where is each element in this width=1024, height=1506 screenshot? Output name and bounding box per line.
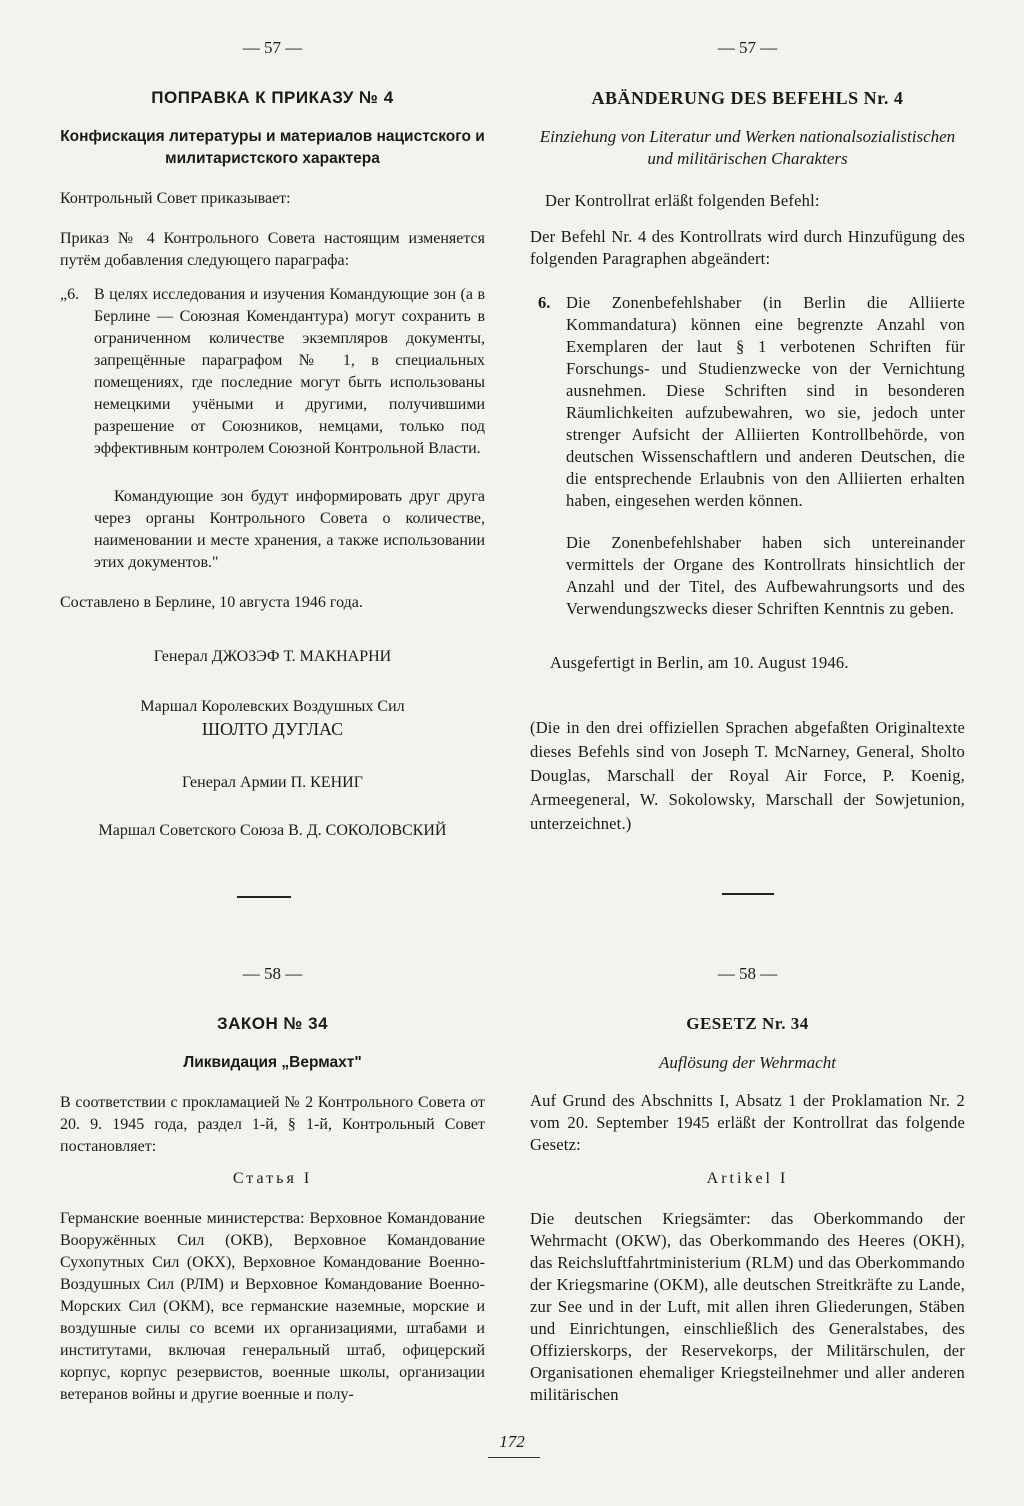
footer-underline: [488, 1457, 540, 1458]
intro-de: Der Kontrollrat erläßt folgenden Befehl:: [545, 191, 820, 210]
signed-de: Ausgefertigt in Berlin, am 10. August 1946.: [550, 653, 849, 672]
law-title-de: GESETZ Nr. 34: [686, 1014, 809, 1033]
page-number-mid-ru: — 58 —: [242, 964, 303, 983]
signature-2a-ru: Маршал Королевских Воздушных Сил: [140, 698, 405, 715]
divider-de: [722, 893, 774, 895]
signatories-note-de: (Die in den drei offiziellen Sprachen abgefaßten Originaltexte dieses Befehls sind von Joseph T. McNarney, General, Sholto Douglas, Marschall der Royal Air Force, P. Koenig, Armeegeneral, W. Sokolowsky, Marschall der Sowjetunion, unterzeichnet.): [530, 718, 965, 833]
page-number-mid-de: — 58 —: [717, 964, 778, 983]
divider-ru: [237, 896, 291, 898]
article-heading-de: Artikel I: [706, 1170, 789, 1187]
item-text2-de: Die Zonenbefehlshaber haben sich untereinander vermittels der Organe des Kontrollrats hinsichtlich der Anzahl und der Titel, des Aufbewahrungsorts und des Verwendungszwecks dieser Schriften Kenntnis zu geben.: [566, 533, 965, 618]
page-number-top-ru: — 57 —: [242, 38, 303, 57]
paragraph-de: Der Befehl Nr. 4 des Kontrollrats wird durch Hinzufügung des folgenden Paragraphen abgeändert:: [530, 227, 965, 268]
signature-4-ru: Маршал Советского Союза В. Д. СОКОЛОВСКИЙ: [98, 822, 447, 839]
law-intro-ru: В соответствии с прокламацией № 2 Контрольного Совета от 20. 9. 1945 года, раздел 1-й, § 1-й, Контрольный Совет постановляет:: [60, 1094, 485, 1155]
article-text-ru: Германские военные министерства: Верховное Командование Вооружённых Сил (ОКВ), Верховное Командование Сухопутных Сил (ОКХ), Верховное Командование Военно-Воздушных Сил (РЛМ) и Верховное Командование Военно-Морских Сил (ОКМ), все германские наземные, морские и воздушные силы со всеми их организациями, штабами и институтами, включая генеральный штаб, офицерский корпус, корпус резервистов, военные школы, организации ветеранов войны и другие военные и полу-: [60, 1210, 485, 1403]
item-6-ru: [60, 284, 485, 460]
item-text-ru: В целях исследования и изучения Командующие зон (а в Берлине — Союзная Комендантура) могут сохранить в ограниченном количестве экземпляров документы, запрещённые параграфом № 1, в специальных помещениях, где последние могут быть использованы немецкими учёными и другими, получившими разрешение от Союзников, немцами, только под эффективным контролем Союзной Контрольной Власти.: [94, 286, 485, 457]
law-title-ru: ЗАКОН № 34: [216, 1014, 329, 1033]
law-intro-de: Auf Grund des Abschnitts I, Absatz 1 der Proklamation Nr. 2 vom 20. September 1945 erläßt der Kontrollrat das folgende Gesetz:: [530, 1091, 965, 1154]
article-heading-ru: Статья I: [232, 1170, 313, 1187]
law-subtitle-de: Auflösung der Wehrmacht: [659, 1053, 836, 1072]
page-number-top-de: — 57 —: [717, 38, 778, 57]
order-title-ru: ПОПРАВКА К ПРИКАЗУ № 4: [151, 88, 394, 107]
page-number-footer: 172: [499, 1432, 525, 1451]
signature-1-ru: Генерал ДЖОЗЭФ Т. МАКНАРНИ: [153, 648, 392, 665]
signature-3-ru: Генерал Армии П. КЕНИГ: [182, 774, 363, 791]
order-subtitle-de: Einziehung von Literatur und Werken nationalsozialistischen und militärischen Charakters: [539, 127, 956, 168]
item-6-de: [538, 292, 965, 512]
signed-ru: Составлено в Берлине, 10 августа 1946 года.: [60, 594, 363, 611]
law-subtitle-ru: Ликвидация „Вермахт": [183, 1054, 362, 1071]
intro-ru: Контрольный Совет приказывает:: [60, 190, 291, 207]
item-number-de: 6.: [538, 293, 551, 312]
item-number-ru: „6.: [60, 286, 80, 303]
order-title-de: ABÄNDERUNG DES BEFEHLS Nr. 4: [591, 88, 904, 108]
order-subtitle-ru: Конфискация литературы и материалов нацистского и милитаристского характера: [60, 128, 485, 167]
item-text-de: Die Zonenbefehlshaber (in Berlin die Alliierte Kommandatura) können eine begrenzte Anzahl von Exemplaren der laut § 1 verbotenen Schriften für Forschungs- und Studienzwecke von der Vernichtung ausnehmen. Diese Schriften sind in besonderen Räumlichkeiten aufzubewahren, wo sie, jedoch unter strenger Aufsicht der Alliierten Kontrollbehörde, von deutschen Wissenschaftlern und anderen Deutschen, die die entsprechende Erlaubnis von den Alliierten erhalten haben, eingesehen werden können.: [566, 293, 965, 510]
paragraph-ru: Приказ № 4 Контрольного Совета настоящим изменяется путём добавления следующего параграфа:: [60, 230, 485, 269]
article-text-de: Die deutschen Kriegsämter: das Oberkommando der Wehrmacht (OKW), das Oberkommando des Heeres (OKH), das Reichsluftfahrtministerium (RLM) und das Oberkommando der Kriegsmarine (OKM), alle deutschen Streitkräfte zu Lande, zur See und in der Luft, mit allen ihren Gliederungen, Stäben und Einrichtungen, einschließlich des Generalstabes, des Offizierskorps, der Reservekorps, der Militärschulen, der Organisationen ehemaliger Kriegsteilnehmer und aller anderen militärischen: [530, 1209, 965, 1404]
item-text2-ru: Командующие зон будут информировать друг друга через органы Контрольного Совета о количестве, наименовании и месте хранения, а также использовании этих документов.": [94, 488, 485, 571]
signature-2b-ru: ШОЛТО ДУГЛАС: [201, 719, 344, 739]
